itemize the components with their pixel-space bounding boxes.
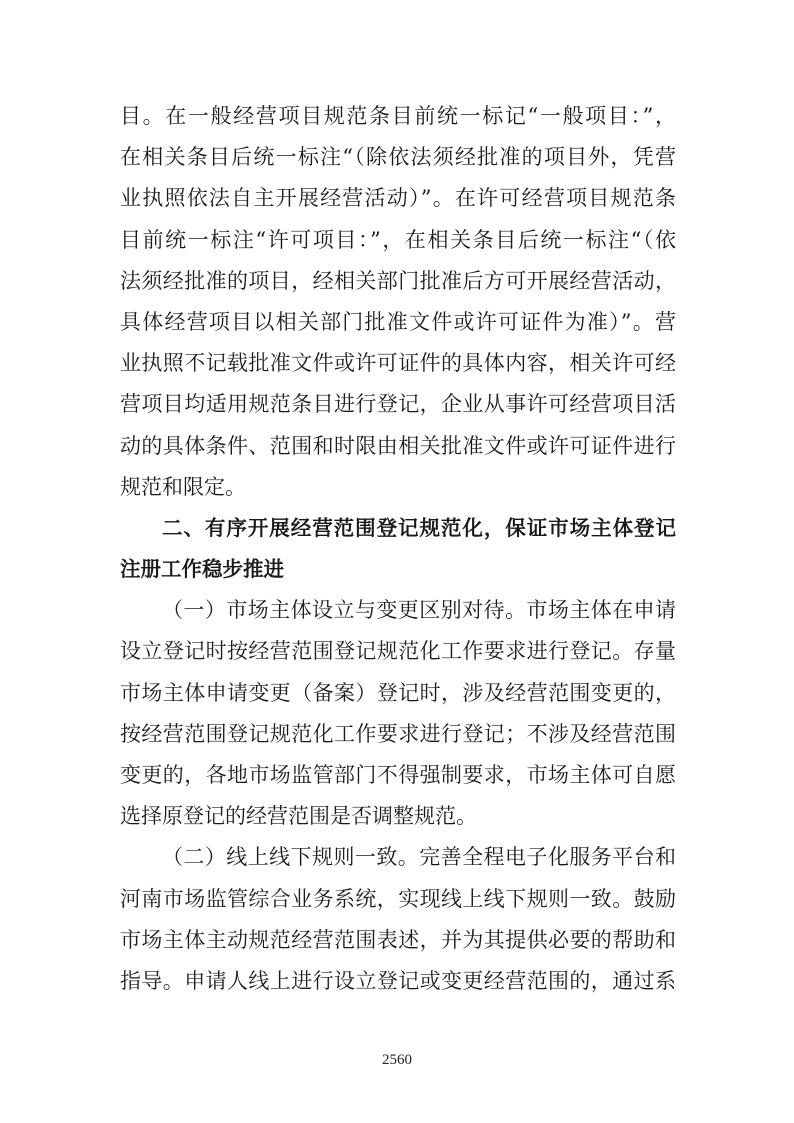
text-line: （一）市场主体设立与变更区别对待。市场主体在申请 [162,598,676,623]
text-line: 设立登记时按经营范围登记规范化工作要求进行登记。存量 [120,639,676,664]
text-line: 河南市场监管综合业务系统，实现线上线下规则一致。鼓励 [120,886,676,911]
text-line: 市场主体申请变更（备案）登记时，涉及经营范围变更的， [120,680,676,705]
text-line: 指导。申请人线上进行设立登记或变更经营范围的，通过系 [120,968,676,993]
text-line: 规范和限定。 [120,474,246,499]
text-line: 业执照依法自主开展经营活动）”。在许可经营项目规范条 [120,186,676,211]
text-line: 在相关条目后统一标注“（除依法须经批准的项目外，凭营 [120,145,676,170]
paragraph-item-2 [120,837,676,1002]
paragraph-business-scope-marking [120,96,676,508]
heading-line: 二、有序开展经营范围登记规范化，保证市场主体登记 [162,515,676,540]
text-line: 营项目均适用规范条目进行登记，企业从事许可经营项目活 [120,392,676,417]
page-number: 2560 [382,1052,412,1068]
text-line: 法须经批准的项目，经相关部门批准后方可开展经营活动， [120,268,676,293]
text-line: 动的具体条件、范围和时限由相关批准文件或许可证件进行 [120,433,676,458]
text-line: 按经营范围登记规范化工作要求进行登记；不涉及经营范围 [120,721,676,746]
text-line: 目前统一标注“许可项目：”，在相关条目后统一标注“（依 [120,227,676,252]
text-line: 业执照不记载批准文件或许可证件的具体内容，相关许可经 [120,351,676,376]
paragraph-item-1 [120,590,676,837]
text-line: 目。在一般经营项目规范条目前统一标记“一般项目：”， [120,104,676,128]
text-line: （二）线上线下规则一致。完善全程电子化服务平台和 [162,845,676,870]
document-body [120,96,676,1002]
text-line: 市场主体主动规范经营范围表述，并为其提供必要的帮助和 [120,927,676,952]
section-heading-2 [120,508,676,590]
heading-line: 注册工作稳步推进 [120,557,284,582]
text-line: 具体经营项目以相关部门批准文件或许可证件为准）”。营 [120,309,676,334]
text-line: 变更的，各地市场监管部门不得强制要求，市场主体可自愿 [120,763,676,787]
text-line: 选择原登记的经营范围是否调整规范。 [120,804,477,829]
